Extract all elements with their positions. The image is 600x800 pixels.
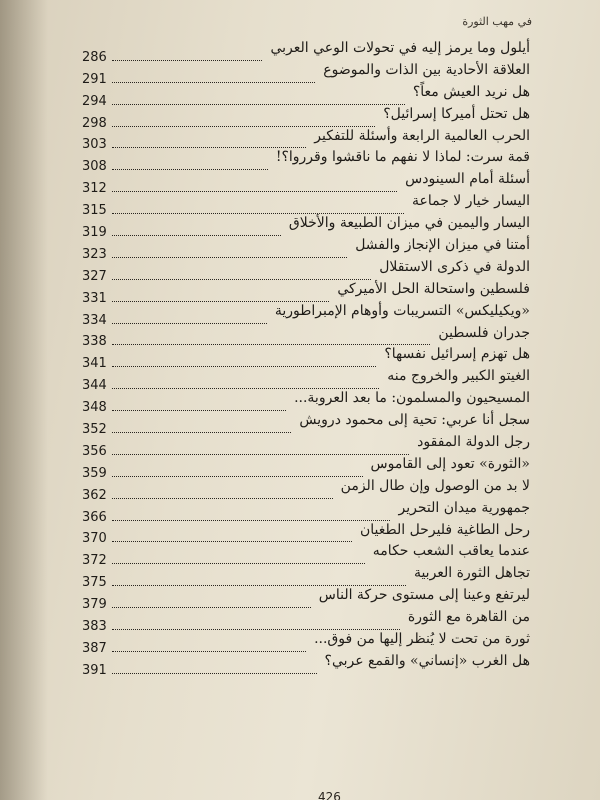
- toc-entry: [82, 454, 530, 481]
- entry-title: ليرتفع وعينا إلى مستوى حركة الناس: [318, 587, 530, 604]
- entry-page-number: 352: [82, 422, 107, 438]
- entry-page-number: 338: [82, 334, 107, 350]
- entry-page-number: 379: [82, 597, 107, 613]
- entry-page-number: 359: [82, 465, 107, 481]
- entry-title: جمهورية ميدان التحرير: [398, 499, 530, 516]
- entry-page-number: 315: [82, 203, 107, 219]
- entry-page-number: 372: [82, 553, 107, 569]
- entry-title: الحرب العالمية الرابعة وأسئلة للتفكير: [314, 127, 530, 144]
- entry-page-number: 312: [82, 181, 107, 197]
- entry-page-number: 356: [82, 443, 107, 459]
- toc-entry: [82, 607, 530, 635]
- toc-entry: [82, 213, 530, 241]
- entry-title: رجل الدولة المفقود: [417, 434, 530, 451]
- toc-entry: [82, 235, 530, 262]
- entry-title: هل تحتل أميركا إسرائيل؟: [383, 105, 530, 122]
- entry-title: هل نريد العيش معاً؟: [412, 83, 530, 100]
- toc-entry: [82, 563, 530, 591]
- entry-title: أمتنا في ميزان الإنجاز والفشل: [355, 237, 530, 254]
- toc-entry: [82, 410, 530, 438]
- entry-page-number: 319: [82, 225, 107, 241]
- toc-entry: [82, 104, 530, 131]
- toc-entry: [82, 301, 530, 328]
- entry-page-number: 308: [82, 159, 107, 175]
- entry-page-number: 348: [82, 400, 107, 416]
- entry-page-number: 366: [82, 509, 107, 525]
- toc-entry: [82, 169, 530, 197]
- entry-page-number: 344: [82, 378, 107, 394]
- toc-entry: [82, 498, 530, 525]
- toc-entry: [82, 279, 530, 306]
- toc-entry: [82, 323, 530, 350]
- toc-entry: [82, 38, 530, 65]
- toc-entry: [82, 432, 530, 459]
- entry-title: لا بد من الوصول وإن طال الزمن: [340, 477, 530, 494]
- entry-title: ثورة من تحت لا يُنظر إليها من فوق...: [314, 631, 530, 648]
- entry-page-number: 391: [82, 662, 107, 678]
- entry-page-number: 383: [82, 619, 107, 635]
- entry-title: الغيتو الكبير والخروج منه: [387, 368, 530, 385]
- entry-page-number: 362: [82, 487, 107, 503]
- entry-title: قمة سرت: لماذا لا نفهم ما ناقشوا وقرروا؟!: [275, 149, 530, 166]
- entry-title: فلسطين واستحالة الحل الأميركي: [337, 280, 530, 297]
- entry-title: المسيحيون والمسلمون: ما بعد العروبة...: [294, 390, 530, 407]
- toc-entry: [82, 366, 530, 394]
- entry-page-number: 327: [82, 268, 107, 284]
- toc-entry: [82, 520, 530, 547]
- entry-title: هل الغرب «إنساني» والقمع عربي؟: [324, 652, 530, 669]
- toc-entry: [82, 82, 530, 109]
- toc-entry: [82, 476, 530, 503]
- entry-page-number: 291: [82, 71, 107, 87]
- entry-page-number: 294: [82, 93, 107, 109]
- toc-entry: [82, 147, 530, 175]
- entry-title: «ويكيليكس» التسريبات وأوهام الإمبراطورية: [274, 302, 530, 319]
- entry-title: «الثورة» تعود إلى القاموس: [370, 455, 530, 472]
- entry-title: سجل أنا عربي: تحية إلى محمود درويش: [299, 412, 530, 429]
- entry-title: الدولة في ذكرى الاستقلال: [379, 258, 530, 275]
- entry-page-number: 341: [82, 356, 107, 372]
- table-of-contents: [82, 38, 530, 678]
- entry-page-number: 303: [82, 137, 107, 153]
- entry-page-number: 323: [82, 246, 107, 262]
- entry-page-number: 387: [82, 640, 107, 656]
- toc-entry: [82, 191, 530, 219]
- entry-title: تجاهل الثورة العربية: [413, 565, 530, 582]
- toc-entry: [82, 629, 530, 656]
- entry-title: عندما يعاقب الشعب حكامه: [372, 543, 530, 560]
- entry-title: اليسار واليمين في ميزان الطبيعة والأخلاق: [288, 215, 530, 232]
- toc-entry: [82, 541, 530, 569]
- toc-entry: [82, 60, 530, 87]
- toc-entry: [82, 344, 530, 372]
- toc-entry: [82, 257, 530, 284]
- entry-title: من القاهرة مع الثورة: [407, 609, 530, 626]
- entry-title: هل تهزم إسرائيل نفسها؟: [384, 346, 530, 363]
- entry-page-number: 334: [82, 312, 107, 328]
- entry-page-number: 298: [82, 115, 107, 131]
- entry-page-number: 286: [82, 49, 107, 65]
- toc-entry: [82, 585, 530, 613]
- running-head: في مهب الثورة: [462, 15, 532, 28]
- entry-page-number: 375: [82, 575, 107, 591]
- toc-entry: [82, 651, 530, 678]
- entry-title: أيلول وما يرمز إليه في تحولات الوعي العربي: [270, 40, 530, 56]
- entry-page-number: 331: [82, 290, 107, 306]
- spine-shadow: [0, 0, 48, 800]
- entry-title: اليسار خيار لا جماعة: [411, 193, 530, 210]
- entry-title: العلاقة الأحادية بين الذات والموضوع: [323, 61, 530, 78]
- dot-leader: [112, 673, 317, 674]
- page-folio: 426: [318, 790, 341, 800]
- toc-entry: [82, 388, 530, 416]
- toc-entry: [82, 126, 530, 153]
- entry-page-number: 370: [82, 531, 107, 547]
- entry-title: أسئلة أمام السينودس: [405, 171, 530, 188]
- entry-title: رحل الطاغية فليرحل الطغيان: [359, 521, 530, 538]
- entry-title: جدران فلسطين: [438, 324, 530, 341]
